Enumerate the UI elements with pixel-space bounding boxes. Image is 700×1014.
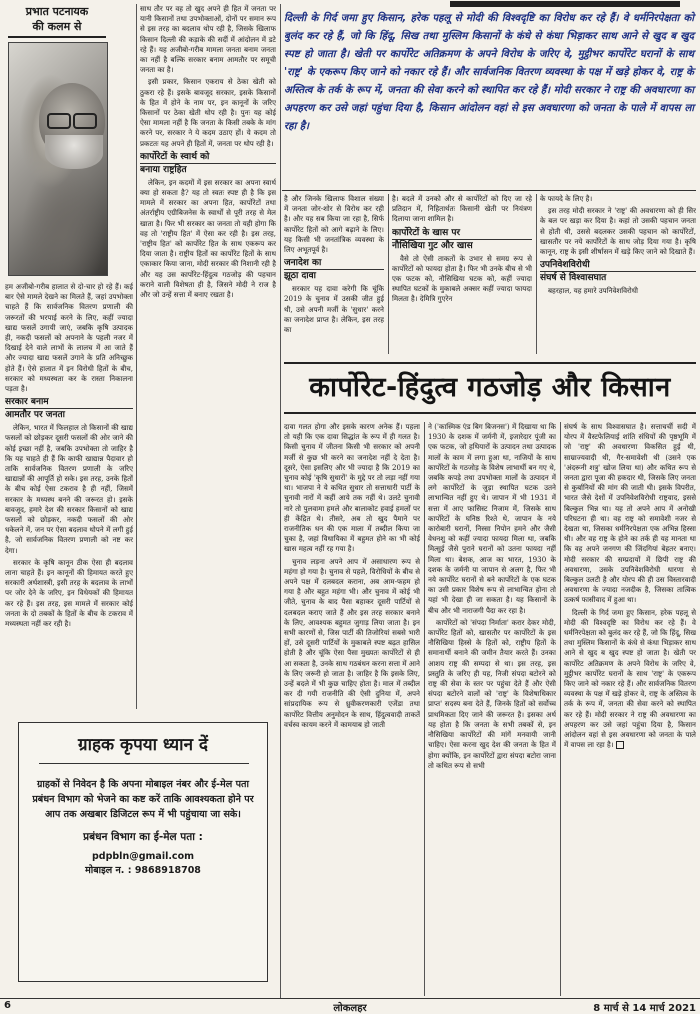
col4-subhead (392, 227, 532, 252)
col7-para-1: ने ('कास्मिक एंड बिग बिजनस') में दिखाया था कि 1930 के दशक में जर्मनी में, इजारेदार पूंजी का एक फटक, जो हथियारों के उत्पादन तथा उत्पादक मालों के काम में लगा हुआ था, नाजियों के साथ कार्पोरेटों के गठजोड़ के विशेष लाभार्थी बन गए थे, जबकि कपड़े तथा उपभोक्ता मालों के उत्पादन में लगे कार्पोरेटों के जुड़ा स्थापित घटक उतने लाभान्वित नहीं हुए थे। जापान में भी 1931 में सत्ता में आए फासिस्ट निजाम में, जिसके साथ कार्पोरेटों के घनिष्ठ रिश्ते थे, जापान के नये कारोबारी घरानों, निस्सा निपोन हमने और जैसी वेधनशु को कहीं ज्यादा फायदा मिला था, जबकि मित्सुई जैसे पुराने घरानों को उतना फायदा नहीं मिला था। बेशक, आज का भारत, 1930 के दशक के जर्मनी या जापान से अलग है, फिर भी नये कार्पोरेट घरानों से बने कार्पोरेटों के एक घटक का उसी प्रकार विशेष रूप से लाभान्वित होना तो यहां भी देखा ही जा सकता है। यह किसानों के बीच और भी नाराजगी पैदा कर रहा है। (428, 422, 556, 615)
rule-col1 (136, 4, 137, 709)
col2-para-2: इसी प्रकार, किसान एकराय से ठेका खेती को ठुकरा रहे हैं। इसके बावजूद सरकार, इसके किसानों के हित में होने के नाम पर, इन कानूनों के जरिए किसानों पर ठेका खेती थोप रही है। पुनः यह कोई ऐसा मामला नहीं है कि जनता के किसी तबके के मांग करने पर, सरकार ने ये कदम उठाए हों। ये कदम तो प्रकटतः यह अपने ही हितों में, जनता पर थोप रही है। (140, 77, 276, 148)
newspaper-name: लोकलहर (333, 1003, 367, 1014)
col4-subhead-line1: कार्पोरेटों के खास पर (392, 227, 461, 238)
column-3 (284, 194, 384, 354)
col1-subhead-line1: सरकार बनाम (5, 397, 49, 408)
rule-quote-bottom (282, 190, 696, 191)
col3-subhead-line2: झूठा दावा (284, 269, 384, 282)
pull-quote: दिल्ली के गिर्द जमा हुए किसान, हरेक पहलू से मोदी की विश्वदृष्टि का विरोध कर रहे हैं। वे धर्मनिरपेक्षता को बुलंद कर रहे हैं, जो कि हिंदू, सिख तथा मुस्लिम किसानों के कंधे से कंधा भिड़ाकर साथ आने से खुद ब खुद स्पष्ट हो जाता है। खेती पर कार्पोरेट अतिक्रमण के अपने विरोध के जरिए वे, मुट्ठीभर कार्पोरेट घरानों के साथ 'राष्ट्र' के एकरूप किए जाने को नकार रहे हैं। और सार्वजनिक वितरण व्यवस्था के पक्ष में खड़े होकर वे, राष्ट्र के अस्तित्व के तर्क के रूप में, जनता की सेवा करने को स्थापित कर रहे हैं। मोदी सरकार ने राष्ट्र की अवधारणा का अपहरण कर उसे जहां पहुंचा दिया है, किसान आंदोलन वहां से इस अवधारणा को जनता के पाले में वापस ला रहा है। (284, 13, 694, 132)
column-6 (284, 422, 420, 996)
rule-col6 (424, 422, 425, 996)
col2-para-1: साथ तौर पर वह तो खुद अपने ही हित में जनता पर यानी किसानों तथा उपभोक्ताओं, दोनों पर समान रूप से इस तरह का बदलाव थोप रही है, जिसके खिलाफ किसान दिल्ली की कड़ाके की सर्दी में आंदोलन में डटे रहे हैं। यह अजीबो-गरीब मामला जनता बनाम जनता का नहीं है बल्कि सरकार बनाम आमतौर पर समूची जनता का है। (140, 4, 276, 75)
col6-para-2: चुनाव लड़ना अपने आप में असाधारण रूप से महंगा हो गया है। चुनाव से पहले, विरोधियों के बीच से अपने पक्ष में दलबदल कराना, अब आम-फहम हो गया है और बहुत महंगा भी। और चुनाव में कोई भी जीते, चुनाव के बाद पैसा बहाकर दूसरी पार्टियों से दलबदल कराए जाते हैं और इस तरह सरकार बनाने के लिए, आवश्यक बहुमत जुगाड़ लिया जाता है। इन सभी कारणों से, जिस पार्टी की तिजोरियां सबसे भारी हों, उसे दूसरी पार्टियों के मुकाबले स्पष्ट बढ़त हासिल होती है और चूंकि ऐसा पैसा मुख्यतः कार्पोरेटों से ही आ सकता है, उनके साथ गठबंधन करना सत्ता में आने के लिए जरूरी हो जाता है। जाहिर है कि इसके लिए, उन्हें बदले में भी कुछ चाहिए होता है। माल में तब्दील कर दी गयी राजनीति की ऐसी दुनिया में, अपने सांप्रदायिक रूप से ध्रुवीकरणकारी एजेंडा तथा कार्पोरेट वित्तीय अनुमोदन के साथ, हिंदुत्ववादी ताकतें वर्चस्व कायम करने में कामयाब हो जाती (284, 556, 420, 729)
column-2 (140, 4, 276, 484)
column-5 (540, 194, 696, 354)
notice-title-rule (39, 763, 249, 764)
col3-subhead-line1: जनादेश का (284, 258, 322, 269)
glasses-right-icon (73, 113, 97, 129)
top-bar (450, 1, 680, 7)
rule-col2 (280, 4, 281, 998)
col3-para-2: सरकार यह दावा करेगी कि चूंकि 2019 के चुनाव में उसकी जीत हुई थी, उसे अपनी मर्जी के 'सुधार' करने का जनादेश प्राप्त है। लेकिन, इस तरह का (284, 284, 384, 335)
col7-para-2: कार्पोरेटों को 'संपदा निर्माता' करार देकर मोदी, कार्पोरेट हितों को, खासतौर पर कार्पोरेटों के इस नौसिखिया हिस्से के हितों को, राष्ट्रीय हितों के समानार्थी बनाने की जमीन तैयार करते हैं। उनका आशय राष्ट्र की सम्पदा से था। इस तरह, इस प्रस्तुति के जरिए ही यह, निजी संपदा बटोरने को राष्ट्र की सेवा के स्तर पर पहुंचा देते हैं और ऐसी संपदा बटोरने वालों को 'राष्ट्र' के विशेषाधिकार प्राप्त' सदस्य बना देते हैं, जिनके हितों को सर्वोच्च प्राथमिकता दिए जाने की जरूरत है। इसका अर्थ यह होता है कि जनता के सभी तबकों से, इन नौसिखिया कार्पोरेटों की मांगें मनवायी जानी चाहिए। ऐसा करना खुद देश की जनता के हित में होगा क्योंकि, इन कार्पोरेटों द्वारा संपदा बटोरा जाना तो कथित रूप से सभी (428, 617, 556, 770)
rule-col3 (388, 194, 389, 354)
col4-para-2: वैसे तो ऐसी ताकतों के उभार से समग्र रूप से कार्पोरेटों को फायदा होता है। फिर भी उनके बीच से भी एक फटक को, नौसिखिया घटक को, कहीं ज्यादा स्थापित घटकों के मुकाबले अक्सर कहीं ज्यादा फायदा मिलता है। देमित्रि गुएरेन (392, 253, 532, 304)
issue-date: 8 मार्च से 14 मार्च 2021 (593, 1003, 696, 1014)
col1-para-1: हम अजीबो-गरीब हालात से दो-चार हो रहे हैं। कई बार ऐसे मामले देखने का मिलते हैं, जहां उपभोक्ता चाहते हैं कि सार्वजनिक वितरण प्रणाली की जरूरतों की भरपाई करने के लिए, कहीं ज्यादा खाद्य फसलें उगायी जाएं, जबकि कृषि उत्पादक ही, नकदी फसलों को अपनाने के पहली नजर में दिखाई देने वाले लाभों के लालच में आ जाते हैं और ज्यादा खाद्य फसलें उगाने के प्रति अनिच्छुक होते हैं। ऐसे हालात में इन विरोधी हितों के बीच, सरकार को मध्यस्थता कर के रास्ता निकालना पड़ता है। (5, 282, 133, 394)
end-mark-icon (616, 741, 624, 749)
footer-rule (0, 998, 700, 999)
col8-para-1: संघर्ष के साथ विश्वासघात है। सत्ताचर्ची सदी में योरप में वैस्टफेलियाई शांति संधियों की पृष्ठभूमि में जो 'राष्ट्र' की अवधारणा विकसित हुई थी, साम्राज्यवादी थी, गैर-समावेशी थी (उसने एक 'अंदरूनी शत्रु' खोज लिया था) और कथित रूप से जनता द्वारा पूजा की हकदार थी, जिसके लिए जनता से कुर्बानियों की मांग की जाती थी। इसके विपरीत, भारत जैसे देशों में उपनिवेशविरोधी राष्ट्रवाद, इससे बिल्कुल भिन्न था। यह तो अपने आप में अनोखी परिघटना ही था। वह राष्ट्र को समावेशी नजर से देखता था, जिसका धर्मनिरपेक्षता एक अभिन्न हिस्सा थी। और वह राष्ट्र के होने का तर्क ही यह मानता था कि वह अपने जनगण की जिंदगियां बेहतर बनाए। मोदी सरकार की सम्प्रदायों में छिपी राष्ट्र की अवधारणा, उसके उपनिवेशविरोधी धारणा से बिल्कुल उलटी है और योरप की ही उस विस्तारवादी अवधारणा के ज्यादा नजदीक है, जिसका तात्विक उत्कर्ष फासीवाद में हुआ था। (564, 422, 696, 605)
notice-email-label: प्रबंधन विभाग का ई-मेल पता : (83, 831, 203, 843)
notice-title: ग्राहक कृपया ध्यान दें (78, 735, 208, 755)
byline-author: प्रभात पटनायक (25, 5, 89, 18)
col1-subhead (5, 396, 133, 421)
col2-subhead-line2: बनाया राष्ट्रहित (140, 163, 276, 176)
col5-subhead (540, 259, 696, 284)
column-7 (428, 422, 556, 996)
rule-col7 (560, 422, 561, 996)
col6-para-1: दावा गलत होगा और इसके कारण अनेक हैं। पहला तो यही कि एक दावा सिद्धांत के रूप में ही गलत है। किसी चुनाव में जीतना किसी भी सरकार को अपनी मर्जी से कुछ भी करने का जनादेश नहीं दे देता है। दूसरे, ऐसा इसलिए और भी ज्यादा है कि 2019 का चुनाव कोई 'कृषि सुधारों' के मुद्दे पर तो लड़ा नहीं गया था। भाजपा ने ये कथित सुधार तो सत्ताधारी पार्टी के चुनावी नारों में कहीं आये तक नहीं थे। उलटे चुनावी नारे तो पुलवामा हमले और बालाकोट हवाई हमलों पर ही केंद्रित थे। तीसरे, अब तो खुद पैमाने पर राजनीतिक धन की एक माला में तब्दील किया जा चुका है, जहां विधायिका में बहुमत होने का भी कोई खास महत्व नहीं रह गया है। (284, 422, 420, 554)
col1-para-3: सरकार के कृषि कानून ठीक ऐसा ही बदलाव लाना चाहते हैं। इन कानूनों की हिमायत करते हुए सरकारी अर्थशास्त्री, इसी तरह के बदलाव के लाभों पर जोर देने के जरिए, इन विधेयकों की हिमायत कर रहे हैं। इस तरह, इस मामले में सरकार कोई जनता के दो तबकों के हितों के बीच के टकराव में मध्यस्थता नहीं कर रही है। (5, 557, 133, 629)
author-beard (45, 135, 103, 169)
byline (8, 4, 106, 38)
col2-subhead-line1: कार्पोरेटों के स्वार्थ को (140, 151, 210, 162)
column-8 (564, 422, 696, 996)
col8-para-2 (564, 608, 696, 751)
col5-para-1: के फायदे के लिए है। (540, 194, 593, 203)
col5-subhead-line2: संघर्ष से विश्वासघात (540, 271, 696, 284)
col8-para-2-text: दिल्ली के गिर्द जमा हुए किसान, हरेक पहलू से मोदी की विश्वदृष्टि का विरोध कर रहे हैं। वे धर्मनिरपेक्षता को बुलंद कर रहे हैं, जो कि हिंदू, सिख तथा मुस्लिम किसानों के कंधे से कंधा भिड़ाकर साथ आने से खुद ब खुद स्पष्ट हो जाता है। खेती पर कार्पोरेट अतिक्रमण के अपने विरोध के जरिए वे, मुट्ठीभर कार्पोरेट घरानों के साथ 'राष्ट्र' के एकरूप किए जाने को नकार रहे हैं। और सार्वजनिक वितरण व्यवस्था के पक्ष में खड़े होकर वे, राष्ट्र के अस्तित्व के तर्क के रूप में, जनता की सेवा करने को स्थापित कर रहे हैं। मोदी सरकार ने राष्ट्र की अवधारणा का अपहरण कर उसे जहां पहुंचा दिया है, किसान आंदोलन वहां से इस अवधारणा को जनता के पाले में वापस ला रहा है। (564, 607, 696, 750)
column-1 (5, 282, 133, 708)
col1-subhead-line2: आमतौर पर जनता (5, 408, 133, 421)
col5-subhead-line1: उपनिवेशविरोधी (540, 260, 590, 271)
col1-para-2: लेकिन, भारत में फिलहाल तो किसानों की खाद्य फसलों को छोड़कर दूसरी फसलों की ओर जाने की कोई इच्छा नहीं है, जबकि उपभोक्ता तो जाहिर है कि यह चाहते ही हैं कि काफी खाद्यान्न पैदावार हो ताकि सार्वजनिक वितरण प्रणाली के जरिए खाद्यान्नों की आपूर्ति हो सके। इस तरह, उनके हितों के बीच कोई ऐसा टकराव है ही नहीं, जिसमें सरकार के मध्यस्थ बनने की जरूरत हो। इसके बावजूद, हमारे देश की सरकार किसानों को खाद्य फसलों को छोड़कर, नकदी फसलों की ओर धकेलने में, जन पर ऐसा बदलाव थोपने में लगी हुई है, जो सार्वजनिक वितरण प्रणाली को नष्ट कर देगा। (5, 423, 133, 555)
notice-mobile: मोबाइल न. : 9868918708 (85, 865, 201, 876)
rule-col4 (536, 194, 537, 354)
notice-body: ग्राहकों से निवेदन है कि अपना मोबाइल नंबर और ई-मेल पता प्रबंधन विभाग को भेजने का कष्ट करें ताकि आवश्यकता होने पर आप तक अखबार डिजिटल रूप में भी पहुंचाया जा सके। (32, 779, 254, 820)
col2-para-3: लेकिन, इन कदमों में इस सरकार का अपना स्वार्थ क्या हो सकता है? यह तो स्वतः स्पष्ट ही है कि इस मामले में सरकार का अपना हित, कार्पोरेटों तथा अंतर्राष्ट्रीय एग्रीबिजनेस के स्वार्थों से पूरी तरह से मेल खाता है। फिर भी सरकार का जनता तो यही होगा कि वह तो 'राष्ट्रीय हित' में ऐसा कर रही है। इस तरह, 'राष्ट्रीय हित' को कार्पोरेट हित के साथ एकरूप कर दिया जाता है। राष्ट्रीय हितों का कार्पोरेट हितों के साथ एकाकार किया जाना, मोदी सरकार की निशानी रही है और यह उस कार्पोरेट-हिंदुत्व गठजोड़ की पहचान कराने वाली विशेषता ही है, जिसने मोदी ने राज है और जो उन्हें सत्ता में बनाए रखता है। (140, 177, 276, 300)
col2-subhead (140, 151, 276, 176)
column-4 (392, 194, 532, 354)
byline-sub: की कलम से (32, 20, 82, 33)
article-headline: कार्पोरेट-हिंदुत्व गठजोड़ और किसान (284, 362, 696, 414)
col4-subhead-line2: नौसिखिया गुट और खास (392, 239, 532, 252)
notice-email: pdpbln@gmail.com (91, 851, 194, 862)
col5-para-3: बहरहाल, यह हमारे उपनिवेशविरोधी (548, 286, 638, 296)
col5-para-2: इस तरह मोदी सरकार ने 'राष्ट्र' की अवधारणा को ही सिर के बल पर खड़ा कर दिया है। कहां तो उसकी पहचान जनता से होती थी, उससे बदलकर उसकी पहचान को कार्पोरेटों, खासतौर पर नये कार्पोरेटों के साथ जोड़ दिया गया है। कृषि कानून, राष्ट्र के इसी शीर्षासन में खड़े किए जाने को दिखाते हैं। (540, 206, 696, 257)
col3-subhead (284, 257, 384, 282)
page-number: 6 (4, 1000, 11, 1011)
col3-para-1: है और जिनके खिलाफ विशाल संख्या में जनता जोर-शोर से विरोध कर रही है। और यह सब किया जा रहा है, सिर्फ कार्पोरेट हितों को आगे बढ़ाने के लिए। यह किसी भी जनतांत्रिक व्यवस्था के लिए अभूतपूर्व है। (284, 194, 384, 255)
col4-para-1: है। बदले में उनको और से कार्पोरेटों को दिए जा रहे प्रतिदान में, निहितार्थतः किसानी खेती पर नियंत्रण दिलाया जाना शामिल है। (392, 194, 532, 224)
author-photo (8, 42, 108, 276)
glasses-left-icon (47, 113, 71, 129)
subscriber-notice (18, 722, 268, 982)
